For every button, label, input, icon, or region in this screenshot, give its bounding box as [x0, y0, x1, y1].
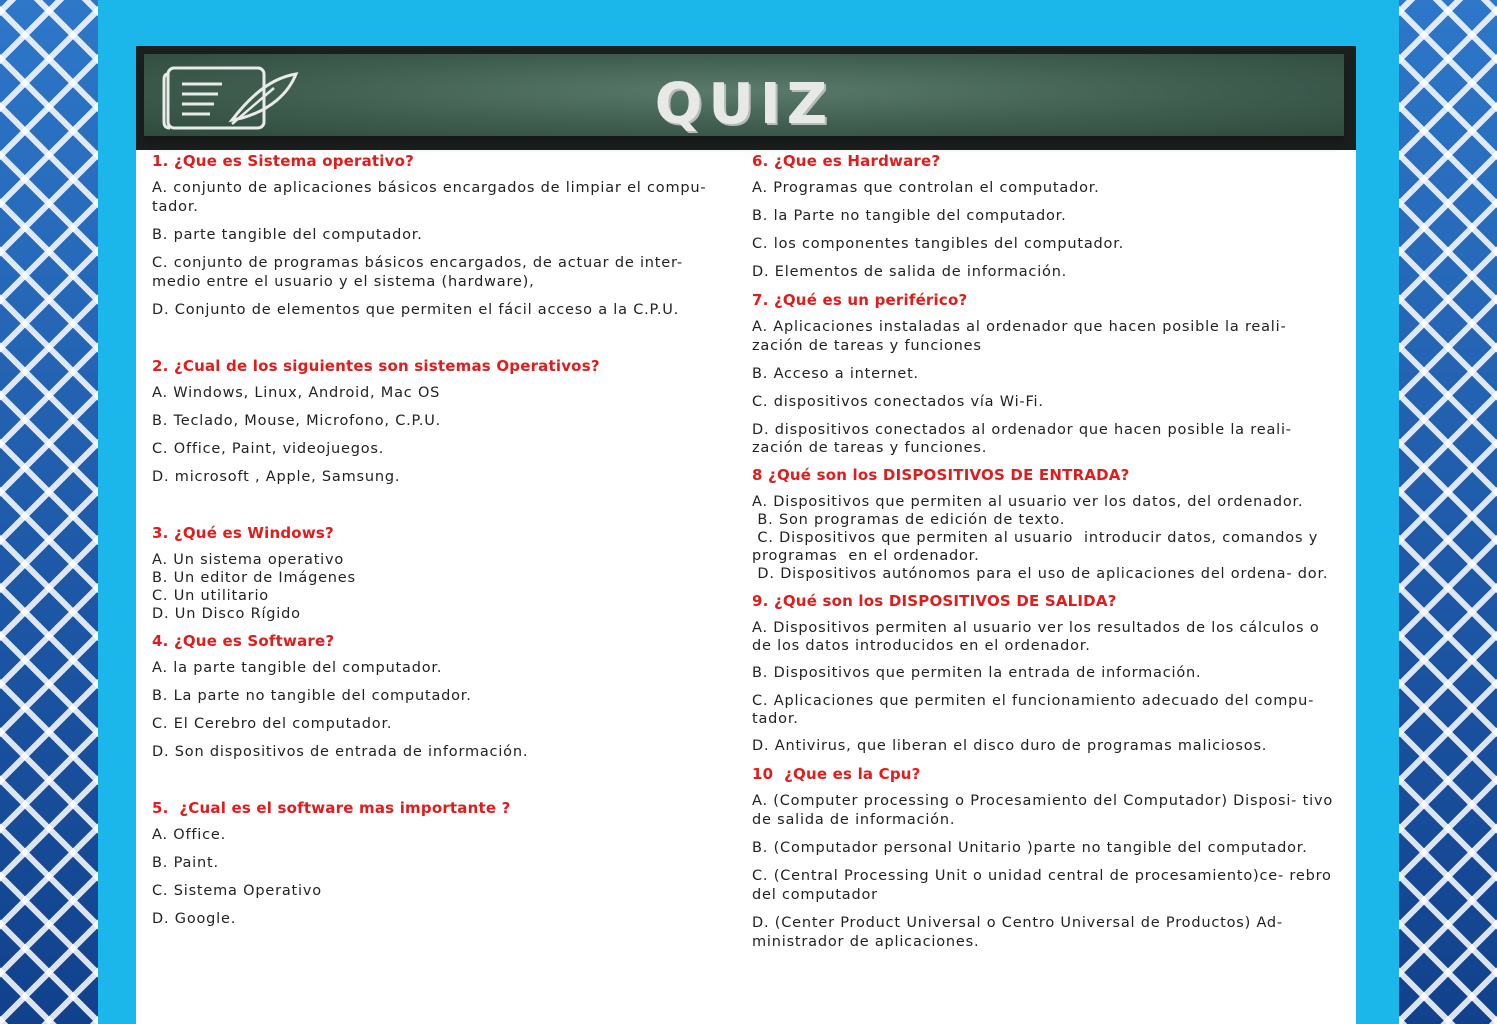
q1-option-c: C. conjunto de programas básicos encargados, de actuar de inter- medio entre el usuario y el sistema (hardware), — [152, 255, 683, 290]
q2-option-c: C. Office, Paint, videojuegos. — [152, 441, 385, 457]
quiz-title: QUIZ — [654, 72, 834, 137]
question-6-title: 6. ¿Que es Hardware? — [752, 152, 941, 170]
question-block-6 — [752, 152, 1342, 282]
q5-option-a: A. Office. — [152, 827, 227, 843]
q4-option-b: B. La parte no tangible del computador. — [152, 688, 472, 704]
question-10-title: 10 ¿Que es la Cpu? — [752, 765, 921, 783]
q7-option-a: A. Aplicaciones instaladas al ordenador que hacen posible la reali- zación de tareas y funciones — [752, 319, 1287, 354]
question-block-7 — [752, 291, 1342, 457]
question-block-1 — [152, 152, 737, 320]
question-block-8 — [752, 466, 1342, 583]
right-question-column — [752, 150, 1342, 961]
question-9-title: 9. ¿Qué son los DISPOSITIVOS DE SALIDA? — [752, 592, 1117, 610]
left-pattern-strip — [0, 0, 98, 1024]
right-pattern-strip — [1399, 0, 1497, 1024]
q8-option-a: A. Dispositivos que permiten al usuario ver los datos, del ordenador. — [752, 494, 1304, 510]
q3-option-b: B. Un editor de Imágenes — [152, 570, 356, 586]
q8-option-d: D. Dispositivos autónomos para el uso de aplicaciones del ordena- dor. — [752, 566, 1329, 582]
q1-option-d: D. Conjunto de elementos que permiten el fácil acceso a la C.P.U. — [152, 302, 680, 318]
q5-option-b: B. Paint. — [152, 855, 219, 871]
question-block-4 — [152, 632, 737, 762]
question-block-10 — [752, 765, 1342, 952]
q7-option-b: B. Acceso a internet. — [752, 366, 919, 382]
q9-option-a: A. Dispositivos permiten al usuario ver los resultados de los cálculos o de los datos introducidos en el ordenador. — [752, 620, 1320, 654]
question-block-5 — [152, 799, 737, 929]
q5-option-c: C. Sistema Operativo — [152, 883, 322, 899]
q6-option-c: C. los componentes tangibles del computador. — [752, 236, 1125, 252]
question-block-3 — [152, 524, 737, 623]
q4-option-d: D. Son dispositivos de entrada de información. — [152, 744, 529, 760]
q9-option-b: B. Dispositivos que permiten la entrada de información. — [752, 665, 1202, 681]
q8-option-b: B. Son programas de edición de texto. — [752, 512, 1066, 528]
question-5-title: 5. ¿Cual es el software mas importante ? — [152, 799, 511, 817]
question-3-title: 3. ¿Qué es Windows? — [152, 524, 334, 542]
q3-option-c: C. Un utilitario — [152, 588, 269, 604]
q4-option-c: C. El Cerebro del computador. — [152, 716, 393, 732]
q3-option-a: A. Un sistema operativo — [152, 552, 345, 568]
question-2-title: 2. ¿Cual de los siguientes son sistemas Operativos? — [152, 357, 600, 375]
chalkboard-header — [136, 46, 1356, 150]
q6-option-b: B. la Parte no tangible del computador. — [752, 208, 1067, 224]
q4-option-a: A. la parte tangible del computador. — [152, 660, 443, 676]
q9-option-d: D. Antivirus, que liberan el disco duro de programas maliciosos. — [752, 738, 1268, 754]
q1-option-b: B. parte tangible del computador. — [152, 227, 423, 243]
q7-option-c: C. dispositivos conectados vía Wi-Fi. — [752, 394, 1044, 410]
q2-option-a: A. Windows, Linux, Android, Mac OS — [152, 385, 441, 401]
chalkboard-surface — [144, 54, 1344, 136]
q10-option-b: B. (Computador personal Unitario )parte no tangible del computador. — [752, 840, 1308, 856]
question-1-title: 1. ¿Que es Sistema operativo? — [152, 152, 415, 170]
q6-option-d: D. Elementos de salida de información. — [752, 264, 1068, 280]
q2-option-d: D. microsoft , Apple, Samsung. — [152, 469, 401, 485]
question-block-2 — [152, 357, 737, 487]
q10-option-c: C. (Central Processing Unit o unidad central de procesamiento)ce- rebro del computador — [752, 868, 1332, 903]
question-8-title: 8 ¿Qué son los DISPOSITIVOS DE ENTRADA? — [752, 466, 1130, 484]
q1-option-a: A. conjunto de aplicaciones básicos encargados de limpiar el compu- tador. — [152, 180, 707, 215]
q9-option-c: C. Aplicaciones que permiten el funcionamiento adecuado del compu- tador. — [752, 693, 1315, 727]
question-7-title: 7. ¿Qué es un periférico? — [752, 291, 968, 309]
q2-option-b: B. Teclado, Mouse, Microfono, C.P.U. — [152, 413, 442, 429]
q8-option-c: C. Dispositivos que permiten al usuario introducir datos, comandos y programas en el ordenador. — [752, 530, 1324, 564]
question-block-9 — [752, 592, 1342, 756]
q6-option-a: A. Programas que controlan el computador. — [752, 180, 1100, 196]
q3-option-d: D. Un Disco Rígido — [152, 606, 301, 622]
q5-option-d: D. Google. — [152, 911, 237, 927]
question-4-title: 4. ¿Que es Software? — [152, 632, 335, 650]
q10-option-d: D. (Center Product Universal o Centro Universal de Productos) Ad- ministrador de aplicaciones. — [752, 915, 1283, 950]
q10-option-a: A. (Computer processing o Procesamiento del Computador) Disposi- tivo de salida de información. — [752, 793, 1333, 828]
left-question-column — [152, 150, 737, 938]
q7-option-d: D. dispositivos conectados al ordenador que hacen posible la reali- zación de tareas y funciones. — [752, 422, 1292, 456]
